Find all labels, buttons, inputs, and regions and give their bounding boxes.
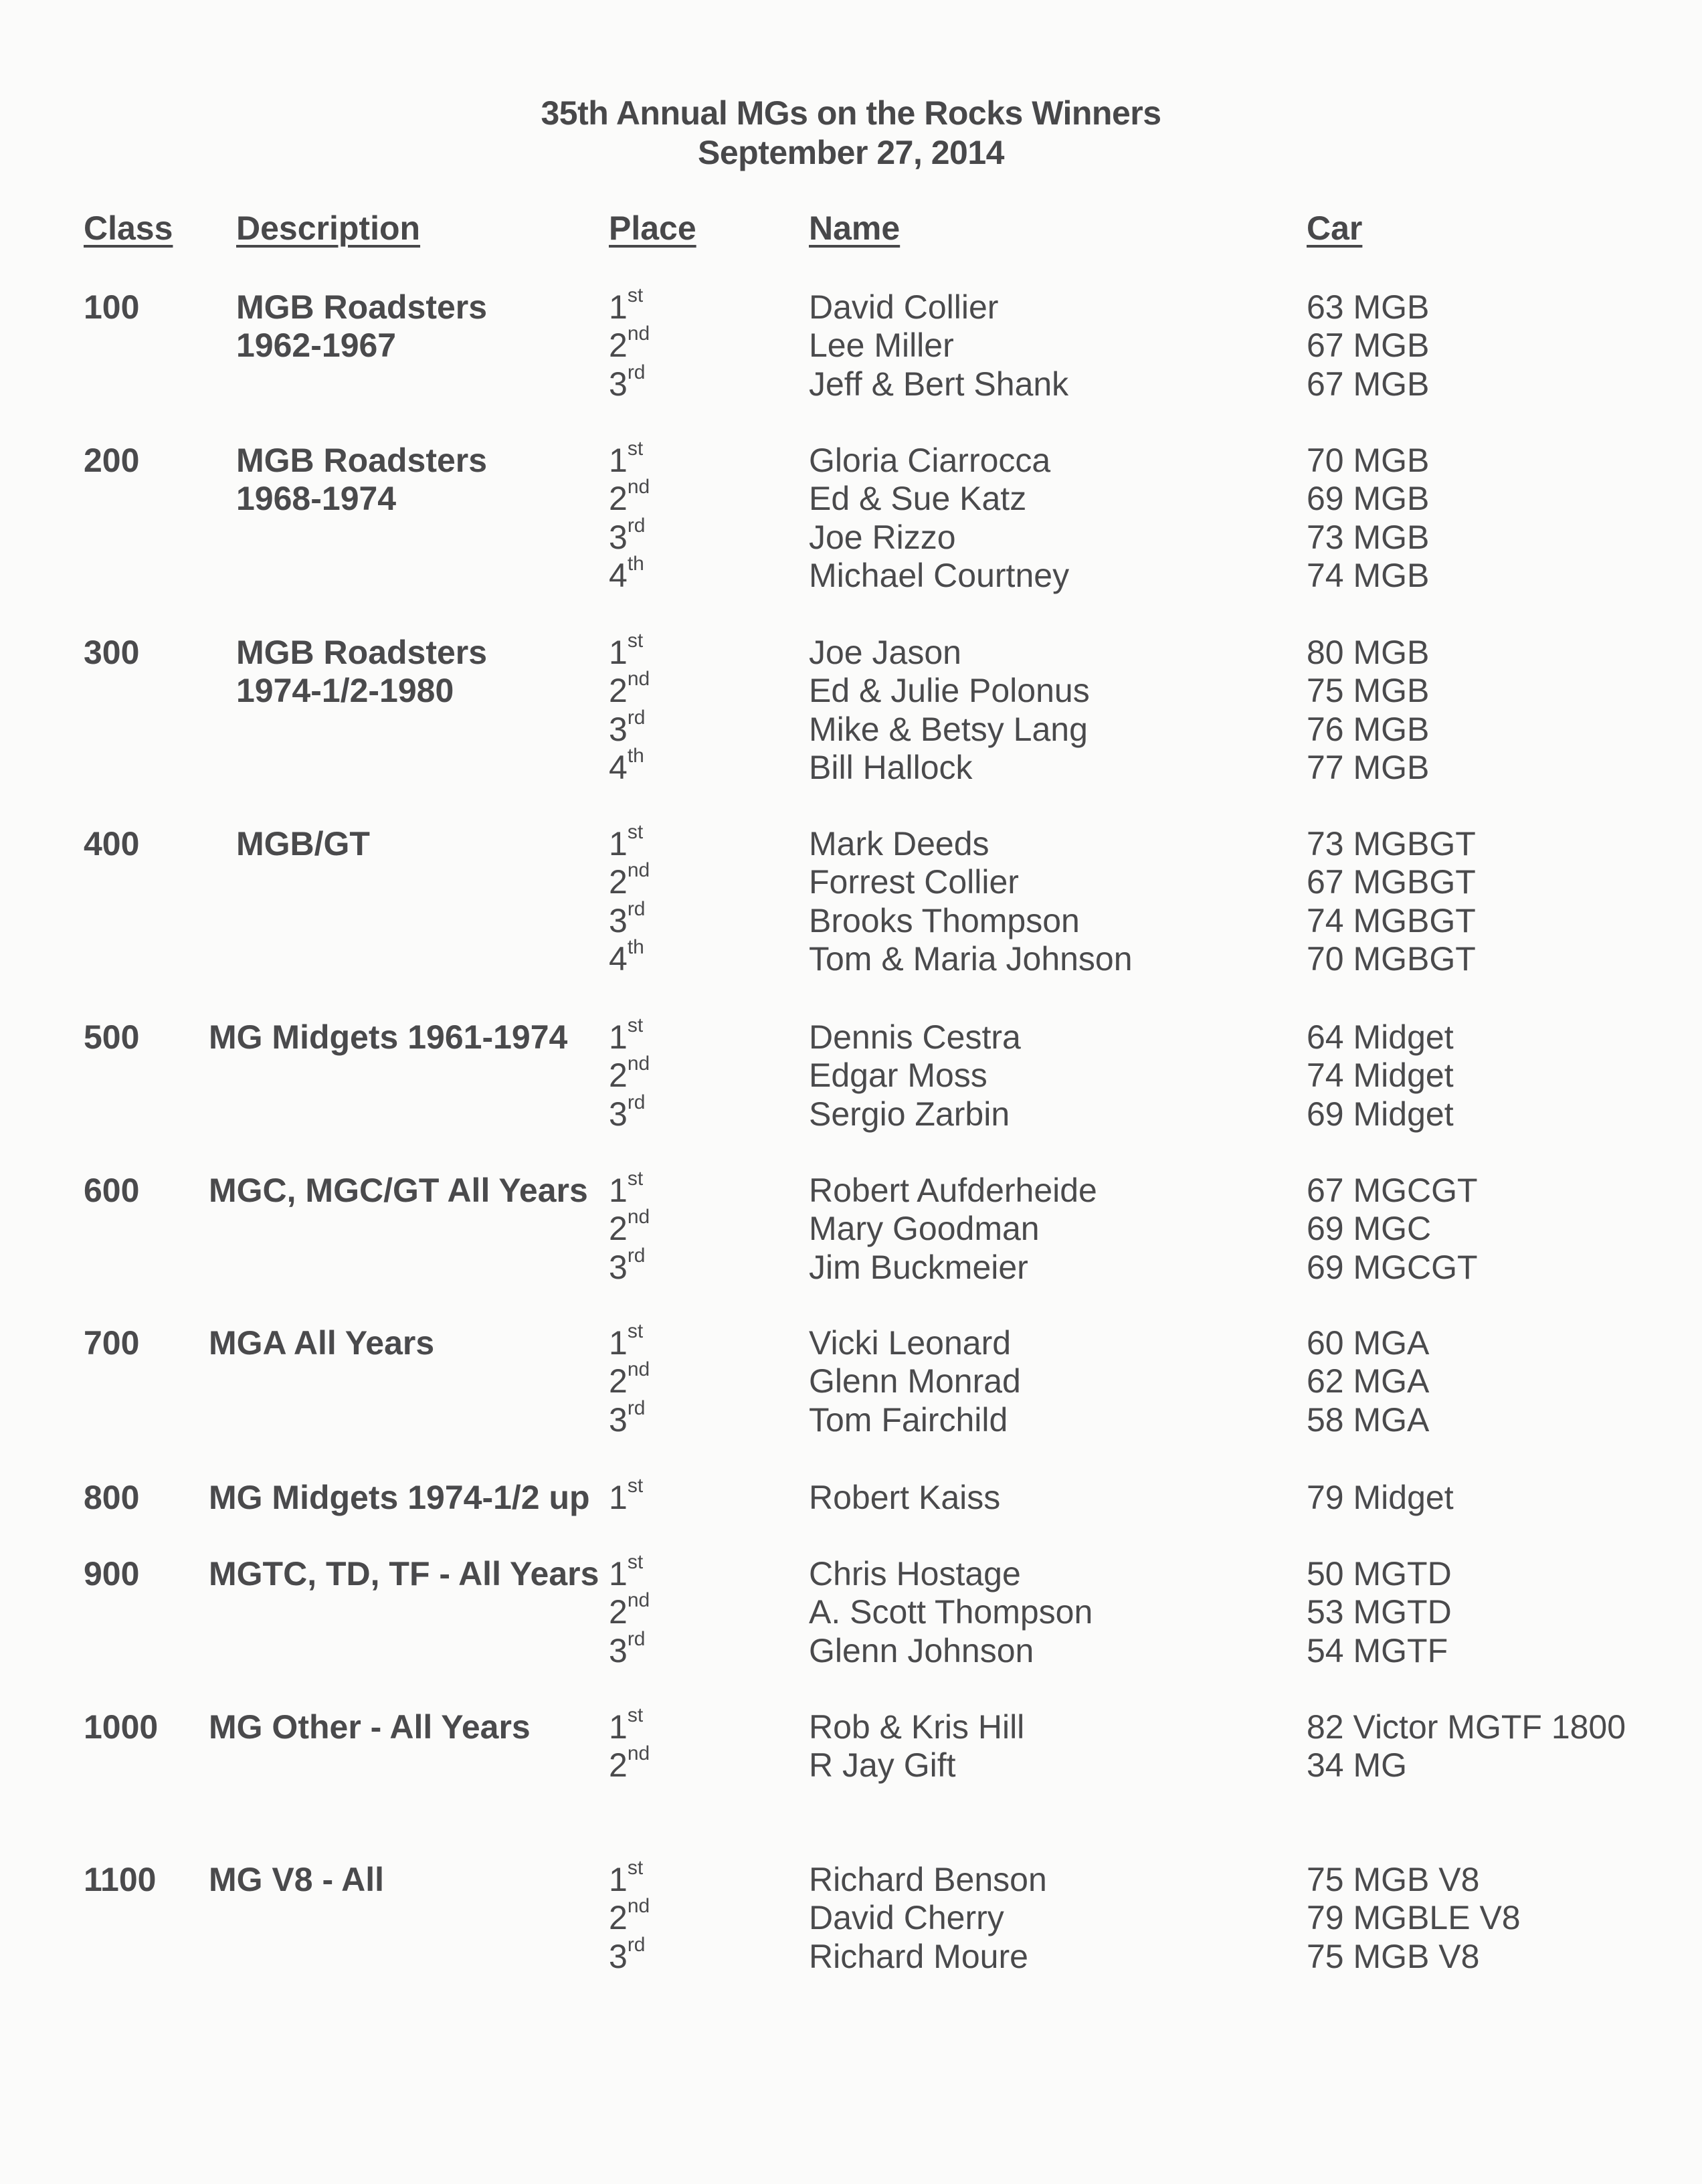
result-row <box>0 1857 1702 1900</box>
result-row <box>0 1053 1702 1095</box>
car: 79 MGBLE V8 <box>1307 1899 1521 1937</box>
place <box>609 476 650 518</box>
winner-name: Michael Courtney <box>809 557 1070 595</box>
place-number: 2 <box>609 1362 628 1400</box>
result-row <box>0 745 1702 788</box>
place-number: 1 <box>609 1018 628 1056</box>
place <box>609 706 646 749</box>
place-number: 3 <box>609 1400 628 1439</box>
place-number: 4 <box>609 749 628 787</box>
place <box>609 514 646 557</box>
place-suffix: st <box>627 1551 644 1573</box>
place-suffix: nd <box>627 323 650 345</box>
result-row <box>0 706 1702 749</box>
winner-name: Richard Moure <box>809 1937 1028 1975</box>
class-description: MG Midgets 1974-1/2 up <box>209 1479 590 1516</box>
place-number: 1 <box>609 1708 628 1746</box>
result-row <box>0 1895 1702 1938</box>
place-number: 1 <box>609 1479 628 1516</box>
place <box>609 1053 650 1095</box>
place-number: 3 <box>609 1631 628 1669</box>
header-place: Place <box>609 209 696 247</box>
place-number: 2 <box>609 672 628 710</box>
place-suffix: th <box>627 553 644 575</box>
class-description: MGA All Years <box>209 1324 435 1362</box>
car: 64 Midget <box>1307 1018 1454 1056</box>
result-row <box>0 553 1702 596</box>
car: 74 MGBGT <box>1307 901 1476 939</box>
class-number: 300 <box>84 634 140 671</box>
document-title: 35th Annual MGs on the Rocks Winners <box>541 94 1161 132</box>
place-suffix: nd <box>627 859 650 882</box>
place <box>609 284 644 327</box>
place <box>609 1742 650 1785</box>
place-number: 3 <box>609 901 628 939</box>
winner-name: Jim Buckmeier <box>809 1248 1028 1286</box>
place-number: 4 <box>609 940 628 978</box>
winner-name: David Collier <box>809 288 999 326</box>
place-suffix: nd <box>627 1895 650 1918</box>
result-row <box>0 1168 1702 1210</box>
car: 74 Midget <box>1307 1057 1454 1095</box>
car: 69 Midget <box>1307 1095 1454 1133</box>
place <box>609 668 650 710</box>
place <box>609 323 650 365</box>
result-row <box>0 1358 1702 1401</box>
winner-name: Bill Hallock <box>809 749 973 787</box>
winner-name: Robert Aufderheide <box>809 1172 1097 1209</box>
place <box>609 1396 646 1439</box>
class-description: 1974-1/2-1980 <box>236 672 454 710</box>
place <box>609 1704 644 1746</box>
place-number: 2 <box>609 1057 628 1095</box>
place <box>609 1014 644 1057</box>
place <box>609 1320 644 1362</box>
place-number: 2 <box>609 1746 628 1785</box>
place-suffix: th <box>627 745 644 767</box>
winner-name: Mary Goodman <box>809 1210 1040 1248</box>
place-suffix: th <box>627 936 644 959</box>
winner-name: Gloria Ciarrocca <box>809 442 1051 479</box>
place <box>609 361 646 403</box>
car: 75 MGB V8 <box>1307 1861 1480 1898</box>
class-number: 200 <box>84 442 140 479</box>
result-row <box>0 1742 1702 1785</box>
place <box>609 1168 644 1210</box>
car: 67 MGCGT <box>1307 1172 1478 1209</box>
winner-name: Forrest Collier <box>809 863 1019 901</box>
car: 70 MGBGT <box>1307 940 1476 978</box>
car: 75 MGB V8 <box>1307 1937 1480 1975</box>
car: 69 MGC <box>1307 1210 1432 1248</box>
place-number: 3 <box>609 1095 628 1133</box>
place <box>609 553 644 595</box>
car: 73 MGB <box>1307 518 1430 556</box>
winner-name: Jeff & Bert Shank <box>809 365 1069 403</box>
place-suffix: rd <box>627 897 646 920</box>
place <box>609 745 644 787</box>
result-row <box>0 284 1702 327</box>
car: 53 MGTD <box>1307 1593 1452 1631</box>
result-row <box>0 476 1702 519</box>
place-suffix: nd <box>627 476 650 498</box>
place-number: 1 <box>609 634 628 671</box>
place-number: 3 <box>609 1937 628 1975</box>
place-suffix: nd <box>627 1053 650 1075</box>
winner-name: Robert Kaiss <box>809 1479 1001 1516</box>
place-suffix: rd <box>627 1396 646 1419</box>
winner-name: Joe Jason <box>809 634 961 671</box>
place-suffix: rd <box>627 1933 646 1956</box>
class-number: 800 <box>84 1479 140 1516</box>
place-number: 1 <box>609 1172 628 1209</box>
car: 63 MGB <box>1307 288 1430 326</box>
winner-name: Glenn Monrad <box>809 1362 1021 1400</box>
car: 67 MGB <box>1307 327 1430 365</box>
class-description: MG Midgets 1961-1974 <box>209 1018 568 1056</box>
car: 58 MGA <box>1307 1400 1430 1439</box>
place <box>609 897 646 940</box>
car: 75 MGB <box>1307 672 1430 710</box>
car: 60 MGA <box>1307 1324 1430 1362</box>
winner-name: Tom Fairchild <box>809 1400 1008 1439</box>
class-number: 400 <box>84 825 140 862</box>
result-row <box>0 936 1702 979</box>
car: 79 Midget <box>1307 1479 1454 1516</box>
car: 62 MGA <box>1307 1362 1430 1400</box>
result-row <box>0 630 1702 672</box>
place <box>609 630 644 672</box>
place-suffix: rd <box>627 1244 646 1267</box>
car: 69 MGB <box>1307 480 1430 518</box>
car: 70 MGB <box>1307 442 1430 479</box>
winner-name: R Jay Gift <box>809 1746 956 1785</box>
place <box>609 1895 650 1937</box>
result-row <box>0 668 1702 711</box>
place <box>609 1091 646 1133</box>
winner-name: Richard Benson <box>809 1861 1047 1898</box>
result-row <box>0 821 1702 864</box>
winner-name: Lee Miller <box>809 327 954 365</box>
place-suffix: st <box>627 284 644 306</box>
place <box>609 1358 650 1400</box>
class-description: MGB/GT <box>236 825 370 862</box>
place-suffix: nd <box>627 668 650 691</box>
result-row <box>0 361 1702 404</box>
car: 80 MGB <box>1307 634 1430 671</box>
place-number: 2 <box>609 480 628 518</box>
place-suffix: rd <box>627 1091 646 1113</box>
place <box>609 1933 646 1976</box>
result-row <box>0 859 1702 902</box>
place-suffix: rd <box>627 514 646 537</box>
class-number: 700 <box>84 1324 140 1362</box>
result-row <box>0 1244 1702 1287</box>
place-suffix: nd <box>627 1206 650 1228</box>
winner-name: A. Scott Thompson <box>809 1593 1093 1631</box>
place <box>609 1244 646 1287</box>
class-number: 1100 <box>84 1861 157 1898</box>
car: 82 Victor MGTF 1800 <box>1307 1708 1626 1746</box>
class-description: MGC, MGC/GT All Years <box>209 1172 588 1209</box>
winner-name: Dennis Cestra <box>809 1018 1021 1056</box>
result-row <box>0 897 1702 941</box>
result-row <box>0 1475 1702 1518</box>
place-number: 1 <box>609 825 628 862</box>
winner-name: Mark Deeds <box>809 825 989 862</box>
car: 73 MGBGT <box>1307 825 1476 862</box>
result-row <box>0 1933 1702 1977</box>
class-description: MGB Roadsters <box>236 634 488 671</box>
place <box>609 1589 650 1631</box>
place-suffix: nd <box>627 1742 650 1765</box>
place-suffix: st <box>627 821 644 843</box>
winner-name: Ed & Sue Katz <box>809 480 1027 518</box>
result-row <box>0 514 1702 557</box>
place-number: 3 <box>609 710 628 748</box>
place-suffix: st <box>627 1014 644 1036</box>
place <box>609 821 644 863</box>
class-description: MGTC, TD, TF - All Years <box>209 1555 599 1592</box>
car: 67 MGBGT <box>1307 863 1476 901</box>
car: 34 MG <box>1307 1746 1408 1785</box>
result-row <box>0 1551 1702 1594</box>
result-row <box>0 1320 1702 1363</box>
result-row <box>0 1589 1702 1632</box>
class-number: 1000 <box>84 1708 159 1746</box>
car: 69 MGCGT <box>1307 1248 1478 1286</box>
winner-name: Mike & Betsy Lang <box>809 710 1088 748</box>
result-row <box>0 1704 1702 1747</box>
winner-name: Vicki Leonard <box>809 1324 1012 1362</box>
place <box>609 438 644 480</box>
place-number: 2 <box>609 1593 628 1631</box>
result-row <box>0 1206 1702 1249</box>
winner-name: Glenn Johnson <box>809 1631 1034 1669</box>
place-number: 1 <box>609 1861 628 1898</box>
place <box>609 859 650 901</box>
place-suffix: st <box>627 1320 644 1342</box>
place-number: 2 <box>609 863 628 901</box>
header-description: Description <box>236 209 421 247</box>
result-row <box>0 1014 1702 1057</box>
car: 76 MGB <box>1307 710 1430 748</box>
place <box>609 1857 644 1899</box>
result-row <box>0 1091 1702 1134</box>
car: 54 MGTF <box>1307 1631 1448 1669</box>
place-suffix: st <box>627 1704 644 1726</box>
winner-name: Brooks Thompson <box>809 901 1080 939</box>
winner-name: Edgar Moss <box>809 1057 987 1095</box>
place-number: 1 <box>609 288 628 326</box>
winner-name: Chris Hostage <box>809 1555 1021 1592</box>
car: 67 MGB <box>1307 365 1430 403</box>
place-suffix: nd <box>627 1358 650 1381</box>
place-number: 1 <box>609 1555 628 1592</box>
place <box>609 1475 644 1517</box>
place-suffix: nd <box>627 1589 650 1612</box>
place-suffix: st <box>627 1475 644 1497</box>
class-description: 1968-1974 <box>236 480 397 518</box>
header-class: Class <box>84 209 173 247</box>
place-suffix: st <box>627 630 644 652</box>
class-description: MGB Roadsters <box>236 288 488 326</box>
winner-name: Sergio Zarbin <box>809 1095 1010 1133</box>
winner-name: David Cherry <box>809 1899 1004 1937</box>
winner-name: Ed & Julie Polonus <box>809 672 1090 710</box>
result-row <box>0 1627 1702 1671</box>
place-number: 1 <box>609 1324 628 1362</box>
place-number: 2 <box>609 1899 628 1937</box>
place-suffix: st <box>627 1168 644 1190</box>
header-car: Car <box>1307 209 1363 247</box>
class-description: 1962-1967 <box>236 327 397 365</box>
place-suffix: st <box>627 438 644 460</box>
result-row <box>0 323 1702 365</box>
place-number: 3 <box>609 1248 628 1286</box>
place-suffix: rd <box>627 1627 646 1650</box>
place <box>609 1551 644 1593</box>
class-description: MG Other - All Years <box>209 1708 531 1746</box>
car: 77 MGB <box>1307 749 1430 787</box>
car: 50 MGTD <box>1307 1555 1452 1592</box>
place-suffix: rd <box>627 706 646 729</box>
class-description: MG V8 - All <box>209 1861 385 1898</box>
header-name: Name <box>809 209 901 247</box>
car: 74 MGB <box>1307 557 1430 595</box>
winner-name: Tom & Maria Johnson <box>809 940 1133 978</box>
place <box>609 1627 646 1670</box>
winner-name: Joe Rizzo <box>809 518 956 556</box>
place-number: 3 <box>609 365 628 403</box>
class-number: 500 <box>84 1018 140 1056</box>
result-row <box>0 1396 1702 1440</box>
class-number: 900 <box>84 1555 140 1592</box>
place-number: 1 <box>609 442 628 479</box>
place-number: 2 <box>609 1210 628 1248</box>
place-suffix: st <box>627 1857 644 1879</box>
place-number: 4 <box>609 557 628 595</box>
document-date: September 27, 2014 <box>698 134 1004 171</box>
class-description: MGB Roadsters <box>236 442 488 479</box>
class-number: 600 <box>84 1172 140 1209</box>
winner-name: Rob & Kris Hill <box>809 1708 1025 1746</box>
place-suffix: rd <box>627 361 646 383</box>
class-number: 100 <box>84 288 140 326</box>
place <box>609 936 644 978</box>
place-number: 2 <box>609 327 628 365</box>
place <box>609 1206 650 1248</box>
place-number: 3 <box>609 518 628 556</box>
result-row <box>0 438 1702 480</box>
